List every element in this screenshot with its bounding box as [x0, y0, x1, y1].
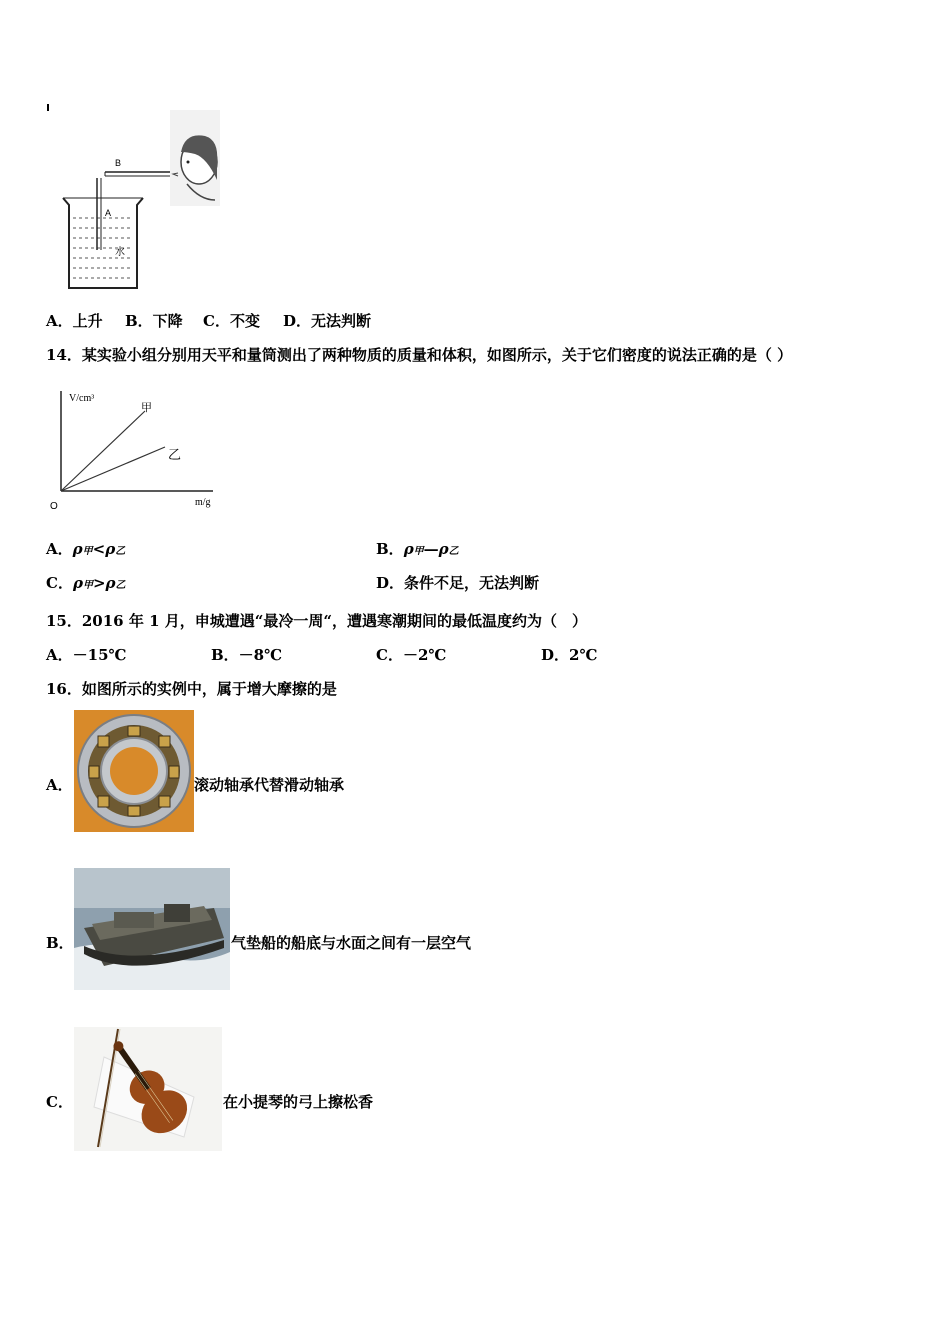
opt-b-rho2: ρ	[438, 540, 449, 558]
option-a-rise: A．上升	[46, 312, 103, 330]
option-c-minus2: C．－2℃	[376, 646, 447, 664]
opt-b-operator: —	[423, 540, 439, 558]
opt-c-rho1: ρ	[72, 574, 83, 592]
opt-c-sub2: 乙	[115, 580, 126, 591]
opt-b-sub1: 甲	[413, 546, 424, 557]
option-a-label: A．	[46, 776, 73, 794]
opt-c-sub1: 甲	[82, 580, 93, 591]
opt-a-rho1: ρ	[72, 540, 83, 558]
line-yi	[61, 447, 165, 491]
hovercraft-image	[74, 868, 230, 990]
graph-ylabel: V/cm³	[69, 393, 95, 404]
option-b-fall: B．下降	[125, 312, 183, 330]
beaker-figure	[55, 110, 220, 295]
option-c-text: 在小提琴的弓上擦松香	[223, 1093, 374, 1111]
opt-a-sub1: 甲	[82, 546, 93, 557]
option-c-label: C．	[46, 1093, 73, 1111]
option-b-minus8: B．－8℃	[211, 646, 283, 664]
opt-c-label: C．	[46, 574, 73, 592]
option-d-unknown: D．无法判断	[283, 312, 372, 330]
option-a-density-less	[46, 540, 125, 561]
stray-mark	[47, 104, 49, 111]
fig-label-a: A	[105, 208, 112, 218]
opt-a-rho2: ρ	[105, 540, 116, 558]
fig-label-water: 水	[115, 247, 125, 258]
opt-c-rho2: ρ	[105, 574, 116, 592]
opt-a-label: A．	[46, 540, 73, 558]
line-jia	[61, 411, 145, 491]
option-c-density-greater	[46, 574, 126, 595]
opt-b-rho1: ρ	[403, 540, 414, 558]
opt-b-sub2: 乙	[448, 546, 459, 557]
option-a-minus15: A．－15℃	[46, 646, 127, 664]
fig-label-b: B	[115, 158, 122, 168]
opt-a-sub2: 乙	[115, 546, 126, 557]
option-b-label: B．	[46, 934, 74, 952]
option-d-insufficient: D．条件不足，无法判断	[376, 574, 540, 592]
opt-c-operator: >	[92, 574, 106, 592]
graph-xlabel: m/g	[195, 497, 211, 508]
graph-line-jia-label: 甲	[141, 401, 152, 414]
option-a-text: 滚动轴承代替滑动轴承	[194, 776, 345, 794]
option-c-same: C．不变	[203, 312, 260, 330]
option-b-density-equal	[376, 540, 459, 561]
graph-line-yi-label: 乙	[168, 448, 182, 463]
question-16-stem: 16．如图所示的实例中，属于增大摩擦的是	[46, 680, 337, 698]
opt-a-operator: <	[92, 540, 106, 558]
graph-origin: O	[50, 501, 58, 512]
option-b-text: 气垫船的船底与水面之间有一层空气	[231, 934, 472, 952]
option-d-plus2: D．2℃	[541, 646, 598, 664]
opt-b-label: B．	[376, 540, 404, 558]
question-15-stem: 15．2016 年 1 月，申城遭遇“最冷一周“，遭遇寒潮期间的最低温度约为（ ）	[46, 612, 587, 630]
bearing-image	[74, 710, 194, 832]
density-graph	[45, 385, 225, 515]
question-14-stem: 14．某实验小组分别用天平和量筒测出了两种物质的质量和体积，如图所示，关于它们密度的说法正确的是（ ）	[46, 346, 793, 364]
violin-image	[74, 1027, 222, 1151]
